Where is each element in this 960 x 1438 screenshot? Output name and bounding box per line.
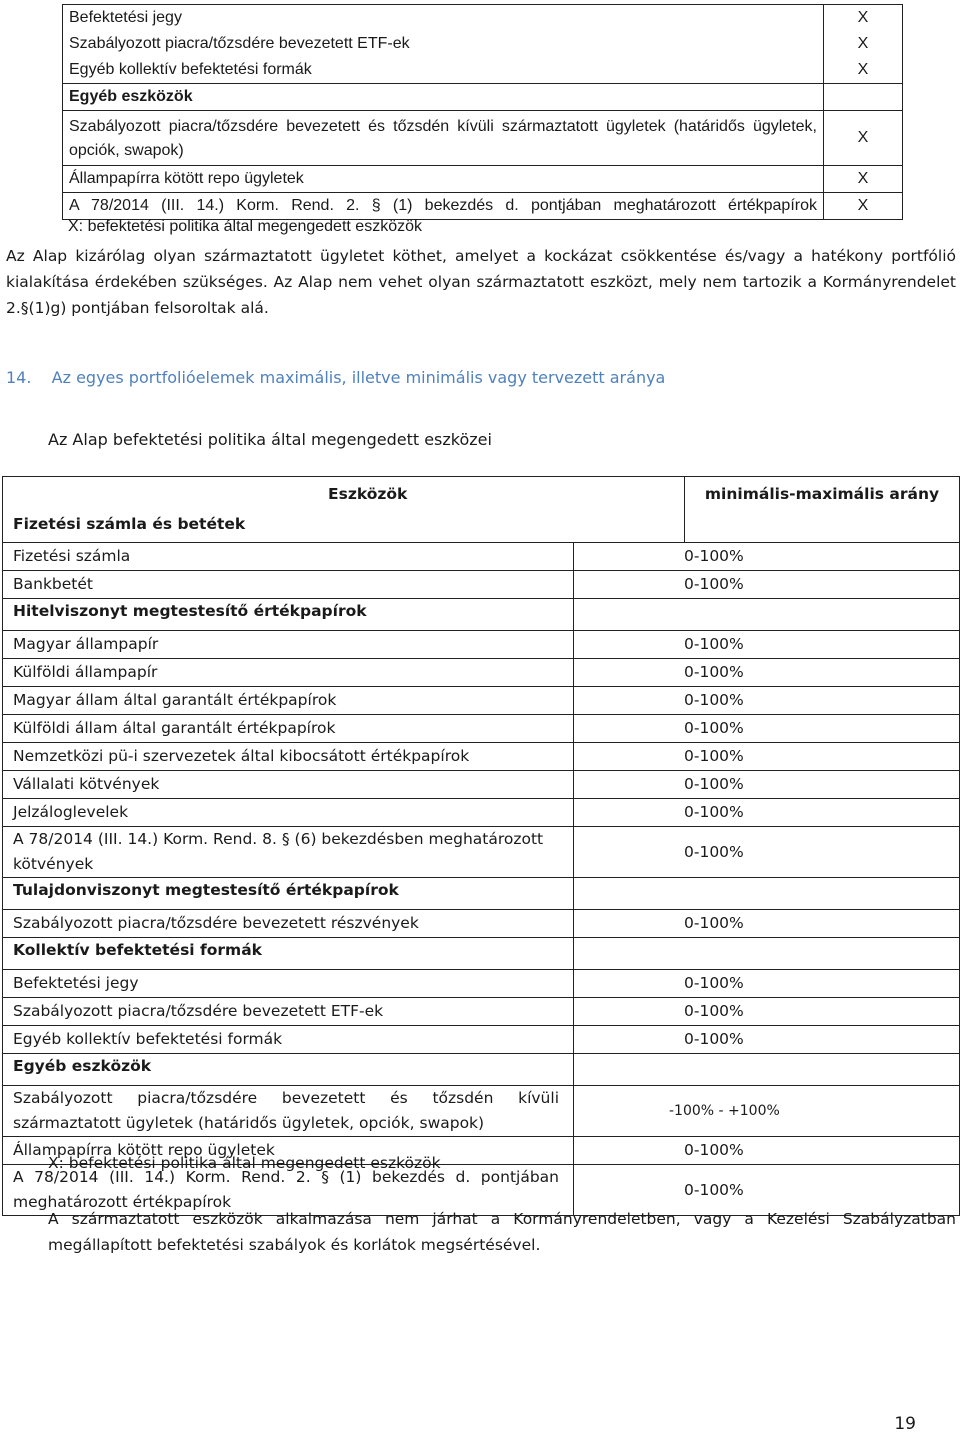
table-subtitle: Az Alap befektetési politika által megengedett eszközei [48, 430, 492, 449]
table-row [3, 687, 960, 715]
row-label: Állampapírra kötött repo ügyletek [63, 166, 824, 193]
row-label: A 78/2014 (III. 14.) Korm. Rend. 2. § (1) bekezdés d. pontjában meghatározott értékpapírok [63, 193, 824, 220]
category-row [3, 1054, 960, 1086]
table-row [63, 5, 903, 32]
table-row [63, 31, 903, 57]
bottom-table-note: X: befektetési politika által megengedett eszközök [48, 1154, 441, 1172]
category-label: Egyéb eszközök [3, 1054, 574, 1086]
table-row [3, 1026, 960, 1054]
asset-label: A 78/2014 (III. 14.) Korm. Rend. 2. § (1) bekezdés d. pontjában meghatározott értékpapírok [3, 1165, 574, 1216]
section-heading [6, 368, 665, 387]
row-label-category: Egyéb eszközök [63, 84, 824, 111]
ratio-value: 0-100% [574, 799, 960, 827]
row-mark: X [824, 166, 903, 193]
table-row [3, 571, 960, 599]
asset-label: Szabályozott piacra/tőzsdére bevezetett és tőzsdén kívüli származtatott ügyletek (határidős ügyletek, opciók, swapok) [3, 1086, 574, 1137]
asset-label: Magyar állampapír [3, 631, 574, 659]
category-label: Tulajdonviszonyt megtestesítő értékpapírok [3, 878, 574, 910]
table-row [3, 910, 960, 938]
row-mark: X [824, 5, 903, 32]
asset-label: Magyar állam által garantált értékpapírok [3, 687, 574, 715]
ratio-value [574, 878, 960, 910]
ratio-value: 0-100% [574, 1026, 960, 1054]
asset-label: Befektetési jegy [3, 970, 574, 998]
row-mark [824, 84, 903, 111]
row-label: Szabályozott piacra/tőzsdére bevezetett és tőzsdén kívüli származtatott ügyletek (határidős ügyletek, opciók, swapok) [63, 111, 824, 166]
closing-paragraph: A származtatott eszközök alkalmazása nem járhat a Kormányrendeletben, vagy a Kezelési Szabályzatban megállapított befektetési szabályok és korlátok megsértésével. [48, 1210, 956, 1254]
category-row [3, 878, 960, 910]
asset-label: Jelzáloglevelek [3, 799, 574, 827]
row-mark: X [824, 193, 903, 220]
asset-label: Vállalati kötvények [3, 771, 574, 799]
page-number: 19 [894, 1414, 916, 1434]
ratio-value: 0-100% [574, 631, 960, 659]
table-row [3, 771, 960, 799]
table-row [3, 715, 960, 743]
ratio-value: 0-100% [574, 910, 960, 938]
table-row [3, 631, 960, 659]
table-row [3, 743, 960, 771]
ratio-value: -100% - +100% [574, 1086, 960, 1137]
ratio-value: 0-100% [574, 998, 960, 1026]
header-assets: Eszközök [328, 485, 408, 503]
top-asset-table [62, 4, 903, 220]
ratio-value [574, 1054, 960, 1086]
ratio-value: 0-100% [574, 970, 960, 998]
table-row [3, 659, 960, 687]
asset-label: Külföldi állampapír [3, 659, 574, 687]
row-mark: X [824, 31, 903, 57]
row-mark: X [824, 111, 903, 166]
asset-label: Szabályozott piacra/tőzsdére bevezetett részvények [3, 910, 574, 938]
category-row [3, 599, 960, 631]
asset-label: Egyéb kollektív befektetési formák [3, 1026, 574, 1054]
ratio-value: 0-100% [574, 1165, 960, 1216]
header-ratio: minimális-maximális arány [685, 477, 960, 543]
asset-label: Állampapírra kötött repo ügyletek [3, 1137, 574, 1165]
table-row [3, 1086, 960, 1137]
ratio-value [574, 938, 960, 970]
table-row [63, 84, 903, 111]
asset-label: Külföldi állam által garantált értékpapírok [3, 715, 574, 743]
category-row [3, 938, 960, 970]
ratio-value: 0-100% [574, 571, 960, 599]
ratio-value: 0-100% [574, 543, 960, 571]
ratio-value: 0-100% [574, 715, 960, 743]
portfolio-ratio-table [2, 476, 960, 543]
asset-label: Nemzetközi pü-i szervezetek által kibocsátott értékpapírok [3, 743, 574, 771]
ratio-value: 0-100% [574, 743, 960, 771]
table-row [3, 827, 960, 878]
table-row [3, 543, 960, 571]
asset-label: Szabályozott piacra/tőzsdére bevezetett ETF-ek [3, 998, 574, 1026]
table-header-row [3, 477, 960, 543]
ratio-value [574, 599, 960, 631]
ratio-value: 0-100% [574, 771, 960, 799]
section-title: Az egyes portfolióelemek maximális, illetve minimális vagy tervezett aránya [51, 368, 666, 387]
asset-label: Bankbetét [3, 571, 574, 599]
ratio-value: 0-100% [574, 659, 960, 687]
category-first: Fizetési számla és betétek [13, 515, 246, 533]
table-row [63, 193, 903, 220]
header-assets-cell [3, 477, 685, 543]
portfolio-ratio-table-body [2, 542, 960, 1216]
table-row [63, 166, 903, 193]
ratio-value: 0-100% [574, 687, 960, 715]
asset-label: A 78/2014 (III. 14.) Korm. Rend. 8. § (6) bekezdésben meghatározott kötvények [3, 827, 574, 878]
row-mark: X [824, 57, 903, 84]
ratio-value: 0-100% [574, 827, 960, 878]
top-table-note: X: befektetési politika által megengedett eszközök [68, 218, 422, 235]
row-label: Szabályozott piacra/tőzsdére bevezetett ETF-ek [63, 31, 824, 57]
row-label: Egyéb kollektív befektetési formák [63, 57, 824, 84]
section-number: 14. [6, 368, 32, 387]
table-row [3, 799, 960, 827]
category-label: Kollektív befektetési formák [3, 938, 574, 970]
table-row [3, 998, 960, 1026]
derivatives-paragraph: Az Alap kizárólag olyan származtatott ügyletet köthet, amelyet a kockázat csökkentése és/vagy a hatékony portfólió kialakítása érdekében szükséges. Az Alap nem vehet olyan származtatott eszközt, mely nem tartozik a Kormányrendelet 2.§(1)g) pontjában felsoroltak alá. [6, 247, 956, 317]
ratio-value: 0-100% [574, 1137, 960, 1165]
category-label: Hitelviszonyt megtestesítő értékpapírok [3, 599, 574, 631]
table-row [3, 970, 960, 998]
asset-label: Fizetési számla [3, 543, 574, 571]
row-label: Befektetési jegy [63, 5, 824, 32]
table-row [63, 57, 903, 84]
table-row [63, 111, 903, 166]
